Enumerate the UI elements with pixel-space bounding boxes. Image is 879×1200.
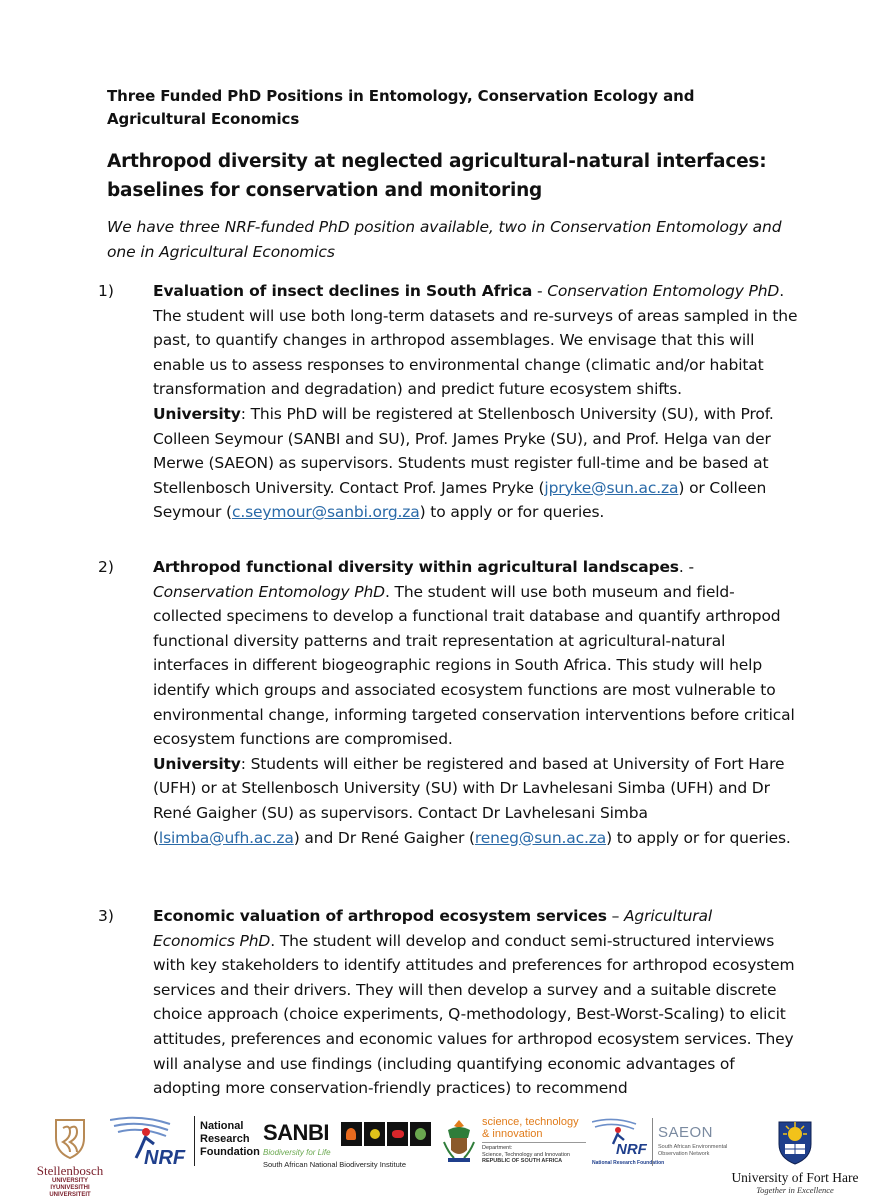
svg-text:NRF: NRF <box>144 1147 186 1169</box>
email-link-jpryke[interactable]: jpryke@sun.ac.za <box>544 478 679 497</box>
item-description: The student will use both long-term datasets and re-surveys of areas sampled in the past, to quantify changes in arthropod assemblages. We envisage that this will enable us to assess responses to environmental change (climatic and/or habitat transformation and degradation) and predict future ecosystem shifts. <box>153 306 798 399</box>
email-link-reneg[interactable]: reneg@sun.ac.za <box>474 828 607 847</box>
nrf-logo: NRF National Research Foundation <box>110 1114 260 1174</box>
fort-hare-crest-icon <box>775 1118 815 1166</box>
item-type: Conservation Entomology PhD <box>153 582 385 601</box>
item-number: 2) <box>98 558 114 576</box>
coat-of-arms-icon <box>440 1116 478 1166</box>
document-heading: Three Funded PhD Positions in Entomology, Conservation Ecology and Agricultural Economics <box>107 87 695 128</box>
svg-text:NRF: NRF <box>616 1141 647 1158</box>
item-type: Conservation Entomology PhD <box>547 282 780 300</box>
item-description: The student will use both museum and field-collected specimens to develop a functional trait database and quantify arthropod functional diversity patterns and trait representation at agricultural-natural interfaces in different biogeographic regions in South Africa. This study will help identify which groups and associated ecosystem functions are most vulnerable to environmental change, informing targeted conservation interventions before critical ecosystem functions are compromised. <box>153 582 795 749</box>
email-link-cseymour[interactable]: c.seymour@sanbi.org.za <box>231 503 420 522</box>
item-title: Arthropod functional diversity within agricultural landscapes <box>153 558 679 576</box>
item-number: 3) <box>98 907 114 925</box>
item-body: Economic valuation of arthropod ecosystem services – Agricultural Economics PhD. The student will develop and conduct semi-structured interviews with key stakeholders to identify attitudes and preferences for arthropod ecosystem services and their drivers. They will then develop a survey and a suitable discrete choice approach (choice experiments, Q-methodology, Best-Worst-Scaling) to elicit attitudes, preferences and economic values for arthropod ecosystem services. They will analyse and use findings (including quantifying economic advantages of adopting more conservation-friendly practices) to recommend <box>153 907 795 1098</box>
saeon-logo: NRF National Research Foundation SAEON South African Environmental Observation Network <box>592 1116 732 1176</box>
item-number: 1) <box>98 282 114 300</box>
project-title: Arthropod diversity at neglected agricultural-natural interfaces: baselines for conservation and monitoring <box>107 151 767 201</box>
university-label: University <box>153 404 241 423</box>
stellenbosch-logo: Stellenbosch UNIVERSITY IYUNIVESITHI UNIVERSITEIT <box>30 1116 110 1200</box>
sanbi-logo: SANBI Biodiversity for Life South African National Biodiversity Institute <box>263 1120 435 1176</box>
fort-hare-logo: University of Fort Hare Together in Excellence <box>720 1118 870 1198</box>
item-body: Arthropod functional diversity within agricultural landscapes. - Conservation Entomology PhD. The student will use both museum and field-collected specimens to develop a functional trait database and quantify arthropod functional diversity patterns and trait representation at agricultural-natural interfaces in different biogeographic regions in South Africa. This study will help identify which groups and associated ecosystem functions are most vulnerable to environmental change, informing targeted conservation interventions before critical ecosystem functions are compromised. University: Students will either be registered and based at University of Fort Hare (UFH) or at Stellenbosch University (SU) with Dr Lavhelesani Simba (UFH) and Dr René Gaigher (SU) as supervisors. Contact Dr Lavhelesani Simba (lsimba@ufh.ac.za) and Dr René Gaigher (reneg@sun.ac.za) to apply or for queries. <box>153 558 795 847</box>
item-title: Economic valuation of arthropod ecosystem services <box>153 907 607 925</box>
email-link-lsimba[interactable]: lsimba@ufh.ac.za <box>158 828 294 847</box>
university-label: University <box>153 754 241 773</box>
item-description: The student will develop and conduct semi-structured interviews with key stakeholders to identify attitudes and preferences for arthropod ecosystem services and their drivers. They will then develop a survey and a suitable discrete choice approach (choice experiments, Q-methodology, Best-Worst-Scaling) to elicit attitudes, preferences and economic values for arthropod ecosystem services. They will analyse and use findings (including quantifying economic advantages of adopting more conservation-friendly practices) to recommend <box>153 931 795 1098</box>
item-title: Evaluation of insect declines in South Africa <box>153 282 533 300</box>
dsti-logo: science, technology & innovation Department: Science, Technology and Innovation REPUBLIC OF SOUTH AFRICA <box>440 1116 590 1176</box>
partner-logos <box>0 1110 879 1200</box>
nrf-emblem-icon <box>110 1114 198 1170</box>
item-body: Evaluation of insect declines in South Africa - Conservation Entomology PhD. The student will use both long-term datasets and re-surveys of areas sampled in the past, to quantify changes in arthropod assemblages. We envisage that this will enable us to assess responses to environmental change (climatic and/or habitat transformation and degradation) and predict future ecosystem shifts. University: This PhD will be registered at Stellenbosch University (SU), with Prof. Colleen Seymour (SANBI and SU), Prof. James Pryke (SU), and Prof. Helga van der Merwe (SAEON) as supervisors. Students must register full-time and be based at Stellenbosch University. Contact Prof. James Pryke (jpryke@sun.ac.za) or Colleen Seymour (c.seymour@sanbi.org.za) to apply or for queries. <box>153 282 798 522</box>
sanbi-species-icons <box>341 1122 433 1148</box>
intro-text: We have three NRF-funded PhD position available, two in Conservation Entomology and one in Agricultural Economics <box>107 218 782 261</box>
stellenbosch-crest-icon <box>48 1116 92 1160</box>
item-type: Agricultural Economics PhD <box>153 907 713 950</box>
nrf-emblem-small-icon <box>592 1116 654 1160</box>
